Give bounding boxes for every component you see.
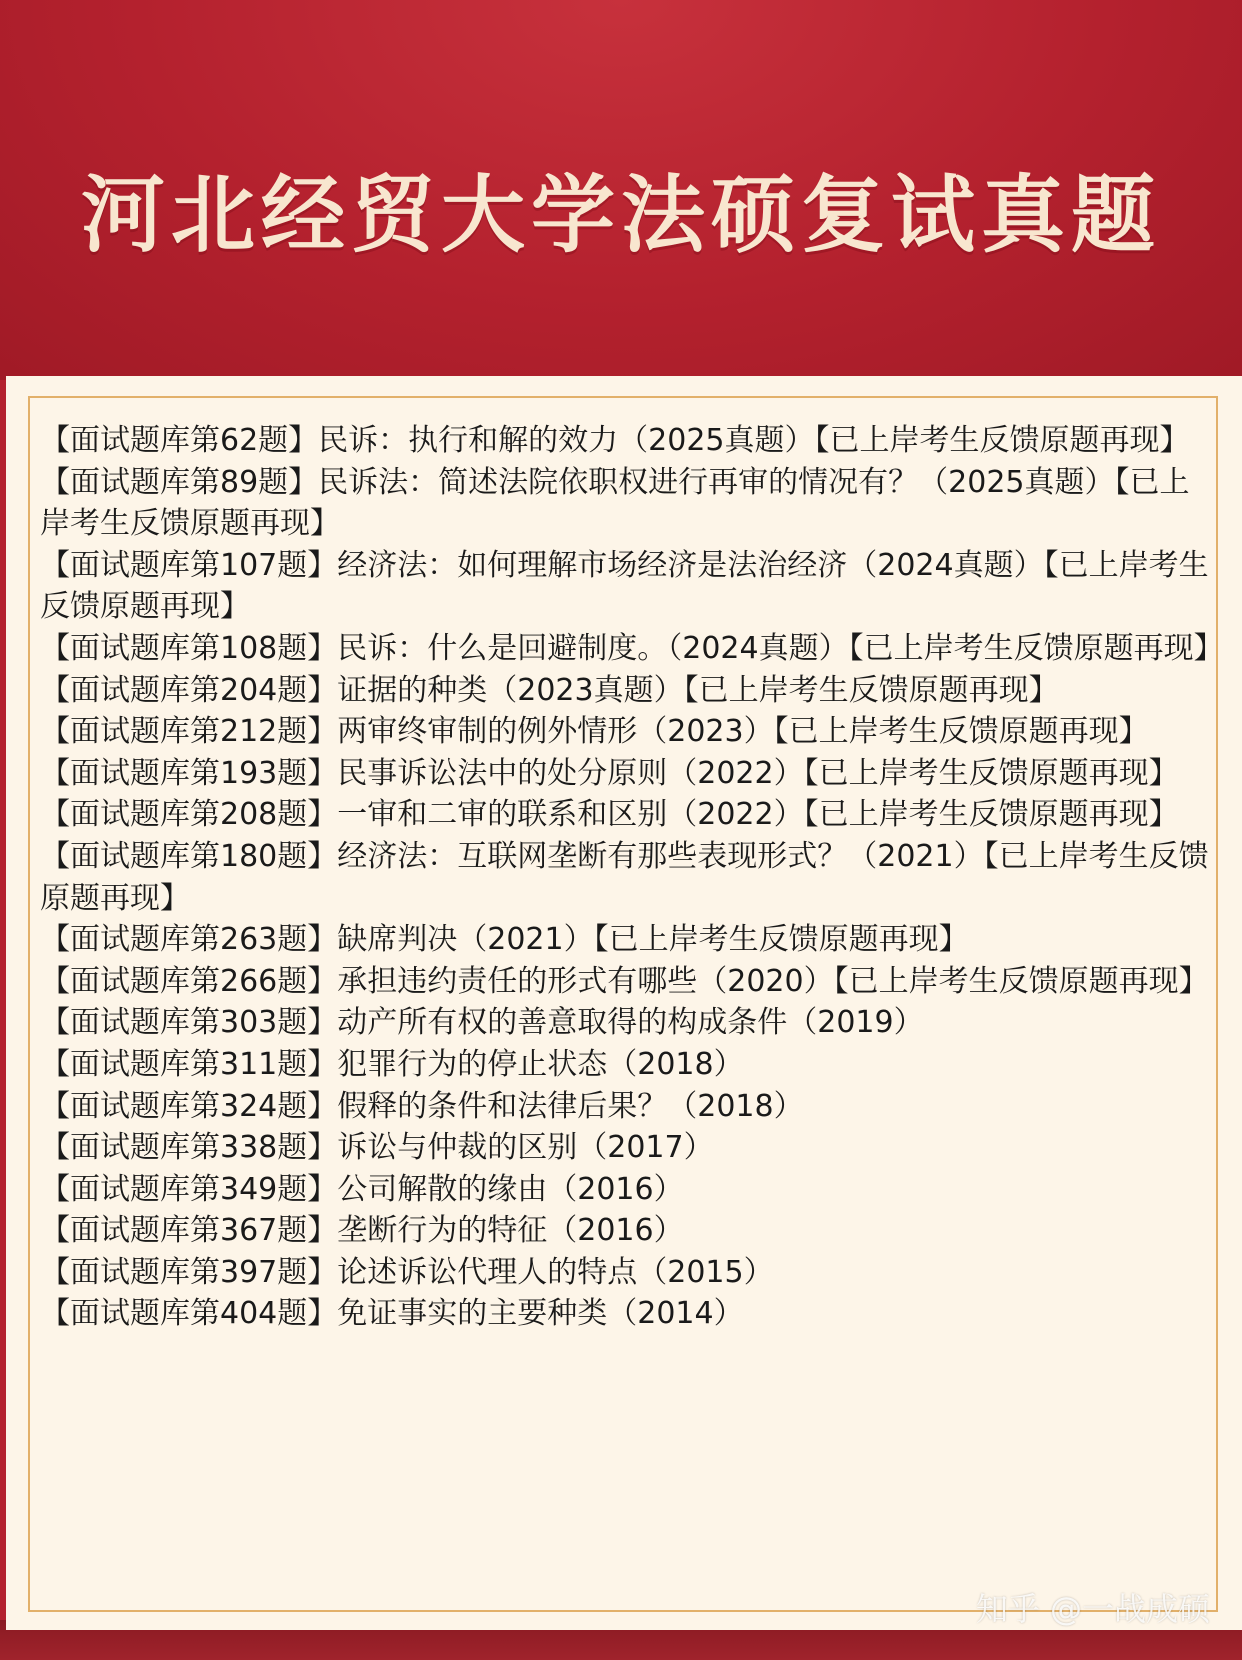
question-list <box>40 420 1224 1335</box>
page-title: 河北经贸大学法硕复试真题 <box>80 166 1161 264</box>
content-card <box>6 376 1242 1630</box>
list-item: 【面试题库第208题】一审和二审的联系和区别（2022）【已上岸考生反馈原题再现】 <box>40 797 1179 833</box>
list-item: 【面试题库第397题】论述诉讼代理人的特点（2015） <box>40 1254 774 1290</box>
list-item: 【面试题库第338题】诉讼与仲裁的区别（2017） <box>40 1130 714 1166</box>
list-item: 【面试题库第266题】承担违约责任的形式有哪些（2020）【已上岸考生反馈原题再现】 <box>40 963 1209 999</box>
list-item: 【面试题库第193题】民事诉讼法中的处分原则（2022）【已上岸考生反馈原题再现】 <box>40 755 1179 791</box>
list-item: 【面试题库第367题】垄断行为的特征（2016） <box>40 1213 684 1249</box>
list-item: 【面试题库第89题】民诉法：简述法院依职权进行再审的情况有？（2025真题）【已上岸考生反馈原题再现】 <box>40 464 1190 542</box>
list-item: 【面试题库第311题】犯罪行为的停止状态（2018） <box>40 1046 744 1082</box>
list-item: 【面试题库第204题】证据的种类（2023真题）【已上岸考生反馈原题再现】 <box>40 672 1059 708</box>
list-item: 【面试题库第303题】动产所有权的善意取得的构成条件（2019） <box>40 1005 924 1041</box>
header-banner <box>0 0 1242 380</box>
list-item: 【面试题库第349题】公司解散的缘由（2016） <box>40 1171 684 1207</box>
watermark: 知乎 @一战成硕 <box>975 1590 1210 1628</box>
list-item: 【面试题库第404题】免证事实的主要种类（2014） <box>40 1296 744 1332</box>
list-item: 【面试题库第324题】假释的条件和法律后果？（2018） <box>40 1088 804 1124</box>
list-item: 【面试题库第180题】经济法：互联网垄断有那些表现形式？（2021）【已上岸考生反馈原题再现】 <box>40 838 1209 916</box>
list-item: 【面试题库第108题】民诉：什么是回避制度。（2024真题）【已上岸考生反馈原题再现】 <box>40 630 1224 666</box>
list-item: 【面试题库第107题】经济法：如何理解市场经济是法治经济（2024真题）【已上岸考生反馈原题再现】 <box>40 547 1209 625</box>
list-item: 【面试题库第263题】缺席判决（2021）【已上岸考生反馈原题再现】 <box>40 922 969 958</box>
list-item: 【面试题库第212题】两审终审制的例外情形（2023）【已上岸考生反馈原题再现】 <box>40 714 1149 750</box>
list-item: 【面试题库第62题】民诉：执行和解的效力（2025真题）【已上岸考生反馈原题再现】 <box>40 423 1190 458</box>
